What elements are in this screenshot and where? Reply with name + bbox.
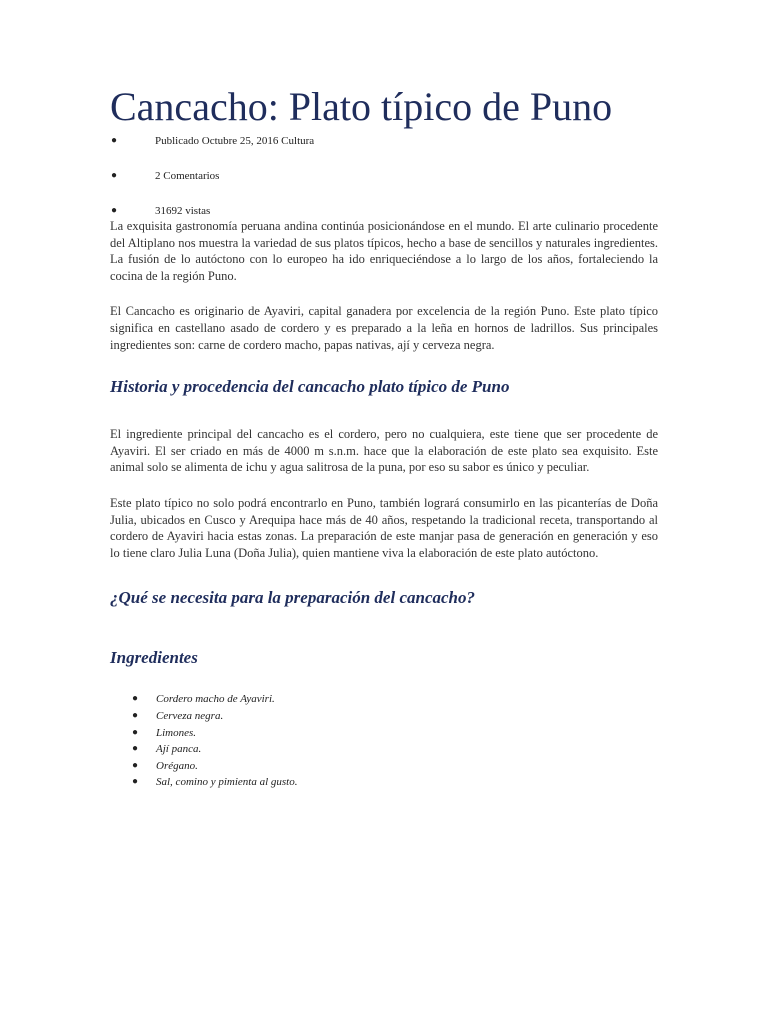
ingredient-text: Cerveza negra.	[156, 709, 224, 722]
meta-published-text: Publicado Octubre 25, 2016 Cultura	[155, 135, 315, 147]
meta-views-text: 31692 vistas	[155, 205, 211, 217]
bullet-icon: ●	[132, 693, 139, 705]
ingredient-text: Ají panca.	[156, 743, 202, 756]
preparation-heading: ¿Qué se necesita para la preparación del cancacho?	[110, 588, 475, 608]
bullet-icon: ●	[132, 743, 139, 755]
bullet-icon: ●	[132, 776, 139, 788]
history-paragraph-1: El ingrediente principal del cancacho es el cordero, pero no cualquiera, este tiene que ser procedente de Ayaviri. El ser criado en más de 4000 m s.n.m. hace que la elaboración de este plato sea exquisito. Este animal solo se alimenta de ichu y agua salitrosa de la puna, por eso su sabor es único y peculiar.	[110, 427, 658, 475]
bullet-icon: ●	[111, 170, 118, 181]
intro-paragraph-1: La exquisita gastronomía peruana andina continúa posicionándose en el mundo. El arte culinario procedente del Altiplano nos muestra la variedad de sus platos típicos, hecho a base de sencillos y naturales ingredientes. La fusión de lo autóctono con lo europeo ha ido enriqueciéndose a lo largo de los años, fortaleciendo la cocina de la región Puno.	[110, 219, 658, 283]
ingredient-text: Sal, comino y pimienta al gusto.	[156, 776, 298, 789]
ingredient-text: Cordero macho de Ayaviri.	[156, 693, 275, 706]
page-title: Cancacho: Plato típico de Puno	[110, 84, 613, 129]
list-item	[110, 708, 658, 725]
ingredient-text: Orégano.	[156, 759, 198, 772]
history-heading: Historia y procedencia del cancacho plato típico de Puno	[110, 377, 510, 397]
history-paragraph-2: Este plato típico no solo podrá encontrarlo en Puno, también logrará consumirlo en las picanterías de Doña Julia, ubicados en Cusco y Arequipa hace más de 40 años, respetando la tradicional receta, transportando al cordero de Ayaviri hacia estas zonas. La preparación de este manjar pasa de generación en generación y eso lo tiene claro Julia Luna (Doña Julia), quien mantiene viva la elaboración de este plato autóctono.	[110, 495, 658, 560]
bullet-icon: ●	[132, 726, 139, 738]
bullet-icon: ●	[132, 759, 139, 771]
meta-published	[110, 134, 658, 148]
bullet-icon: ●	[111, 135, 118, 146]
meta-views	[110, 204, 658, 218]
meta-comments-text[interactable]: 2 Comentarios	[155, 170, 220, 182]
bullet-icon: ●	[111, 205, 118, 216]
list-item	[110, 741, 658, 758]
ingredients-list	[110, 691, 658, 791]
list-item	[110, 691, 658, 708]
ingredients-heading: Ingredientes	[110, 648, 198, 668]
article	[110, 82, 658, 791]
ingredient-text: Limones.	[156, 726, 197, 739]
bullet-icon: ●	[132, 709, 139, 721]
list-item	[110, 725, 658, 742]
intro-paragraph-2: El Cancacho es originario de Ayaviri, capital ganadera por excelencia de la región Puno. Este plato típico significa en castellano asado de cordero y es preparado a la leña en hornos de ladrillos. Sus principales ingredientes son: carne de cordero macho, papas nativas, ají y cerveza negra.	[110, 304, 658, 352]
list-item	[110, 774, 658, 791]
meta-comments[interactable]	[110, 169, 658, 183]
list-item	[110, 758, 658, 775]
post-meta-list	[110, 134, 658, 218]
